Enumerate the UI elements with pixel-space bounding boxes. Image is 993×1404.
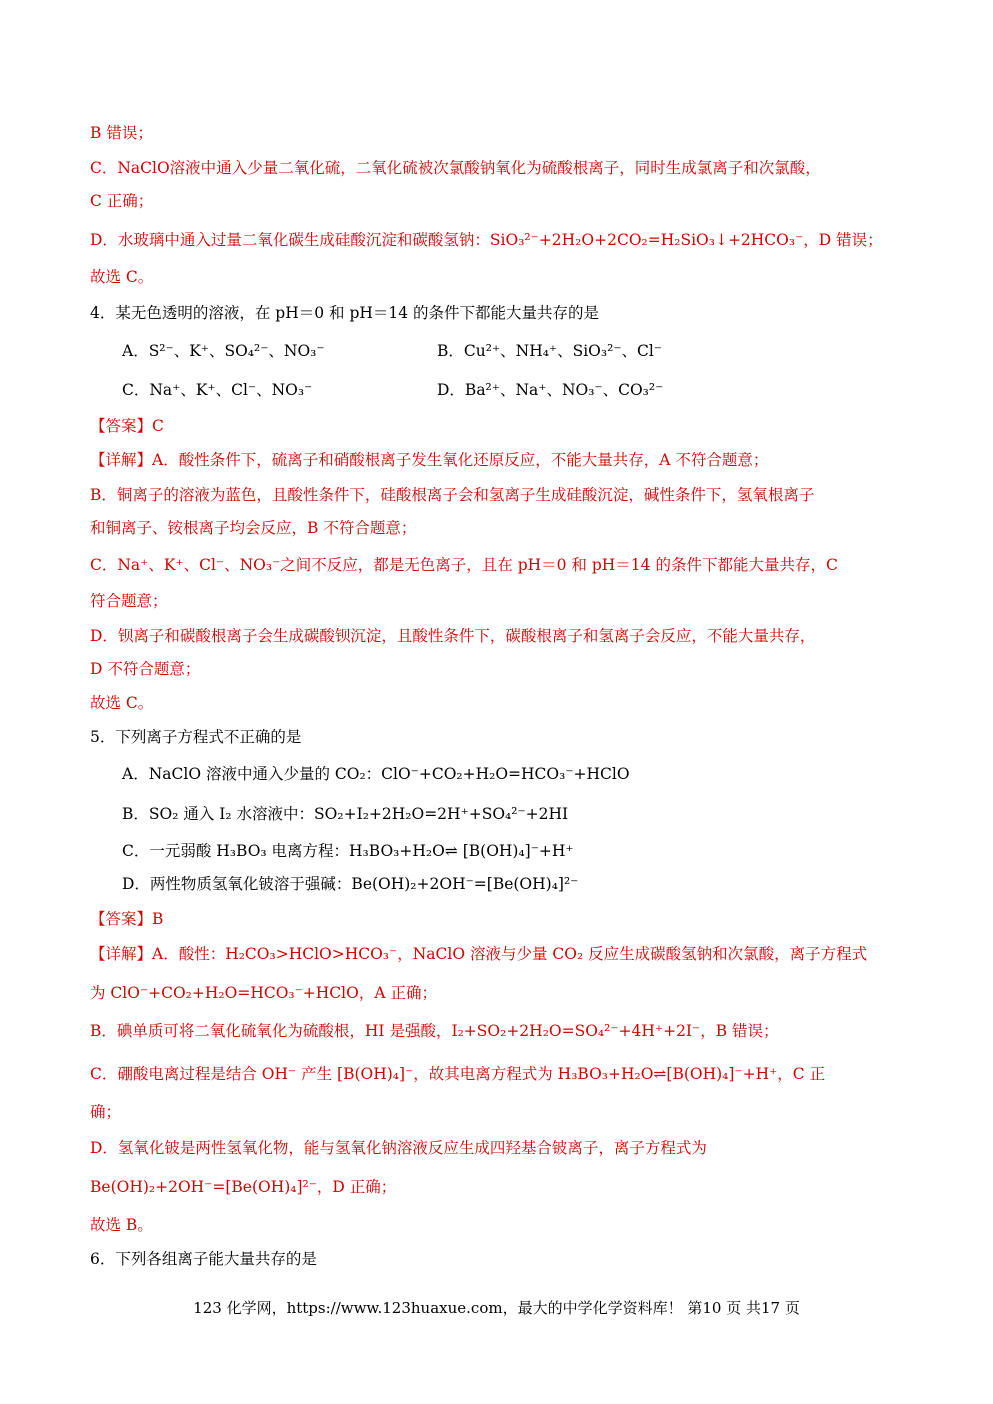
text-line: C 正确； (90, 192, 154, 210)
text-line: B．Cu²⁺、NH₄⁺、SiO₃²⁻、Cl⁻ (437, 342, 662, 360)
text-line: 4．某无色透明的溶液，在 pH＝0 和 pH＝14 的条件下都能大量共存的是 (90, 304, 600, 322)
text-line: 故选 B。 (90, 1216, 153, 1234)
text-line: D．Ba²⁺、Na⁺、NO₃⁻、CO₃²⁻ (437, 381, 664, 399)
text-line: 故选 C。 (90, 268, 154, 286)
text-line: 确； (90, 1103, 122, 1121)
text-line: Be(OH)₂+2OH⁻=[Be(OH)₄]²⁻，D 正确； (90, 1178, 397, 1196)
text-line: A．NaClO 溶液中通入少量的 CO₂：ClO⁻+CO₂+H₂O=HCO₃⁻+HClO (122, 765, 630, 783)
text-line: D．钡离子和碳酸根离子会生成碳酸钡沉淀，且酸性条件下，碳酸根离子和氢离子会反应，不能大量共存， (90, 627, 816, 645)
text-line: 符合题意； (90, 592, 168, 610)
text-line: B．SO₂ 通入 I₂ 水溶液中：SO₂+I₂+2H₂O=2H⁺+SO₄²⁻+2HI (122, 805, 569, 823)
text-line: A．S²⁻、K⁺、SO₄²⁻、NO₃⁻ (122, 342, 325, 360)
text-line: C．Na⁺、K⁺、Cl⁻、NO₃⁻ (122, 381, 313, 399)
text-line: C．NaClO溶液中通入少量二氧化硫，二氧化硫被次氯酸钠氧化为硫酸根离子，同时生成氯离子和次氯酸， (90, 159, 821, 177)
text-line: 【答案】C (90, 417, 164, 435)
text-line: 为 ClO⁻+CO₂+H₂O=HCO₃⁻+HClO，A 正确； (90, 984, 437, 1002)
text-line: C．一元弱酸 H₃BO₃ 电离方程：H₃BO₃+H₂O⇌ [B(OH)₄]⁻+H⁺ (122, 842, 574, 860)
text-line: D．氢氧化铍是两性氢氧化物，能与氢氧化钠溶液反应生成四羟基合铍离子，离子方程式为 (90, 1139, 707, 1157)
page-footer: 123 化学网，https://www.123huaxue.com，最大的中学化学资料库！ 第10 页 共17 页 (193, 1299, 800, 1317)
text-line: 和铜离子、铵根离子均会反应，B 不符合题意； (90, 519, 417, 537)
text-line: 5．下列离子方程式不正确的是 (90, 728, 302, 746)
text-line: 【详解】A．酸性：H₂CO₃>HClO>HCO₃⁻，NaClO 溶液与少量 CO₂ 反应生成碳酸氢钠和次氯酸，离子方程式 (90, 945, 868, 963)
text-line: B．铜离子的溶液为蓝色，且酸性条件下，硅酸根离子会和氢离子生成硅酸沉淀，碱性条件下，氢氧根离子 (90, 486, 815, 504)
text-line: C．硼酸电离过程是结合 OH⁻ 产生 [B(OH)₄]⁻，故其电离方程式为 H₃BO₃+H₂O⇌[B(OH)₄]⁻+H⁺，C 正 (90, 1065, 826, 1083)
text-line: 【答案】B (90, 910, 164, 928)
text-line: 故选 C。 (90, 694, 154, 712)
text-line: C．Na⁺、K⁺、Cl⁻、NO₃⁻之间不反应，都是无色离子，且在 pH＝0 和 pH＝14 的条件下都能大量共存，C (90, 556, 838, 574)
text-line: 6．下列各组离子能大量共存的是 (90, 1250, 317, 1268)
text-line: 【详解】A．酸性条件下，硫离子和硝酸根离子发生氧化还原反应，不能大量共存，A 不符合题意； (90, 451, 769, 469)
text-line: D 不符合题意； (90, 660, 201, 678)
text-line: B．碘单质可将二氧化硫氧化为硫酸根，HI 是强酸，I₂+SO₂+2H₂O=SO₄²⁻+4H⁺+2I⁻，B 错误； (90, 1022, 779, 1040)
text-line: B 错误； (90, 124, 153, 142)
text-line: D．水玻璃中通入过量二氧化碳生成硅酸沉淀和碳酸氢钠：SiO₃²⁻+2H₂O+2CO₂=H₂SiO₃↓+2HCO₃⁻，D 错误； (90, 231, 883, 249)
text-line: D．两性物质氢氧化铍溶于强碱：Be(OH)₂+2OH⁻=[Be(OH)₄]²⁻ (122, 875, 579, 893)
